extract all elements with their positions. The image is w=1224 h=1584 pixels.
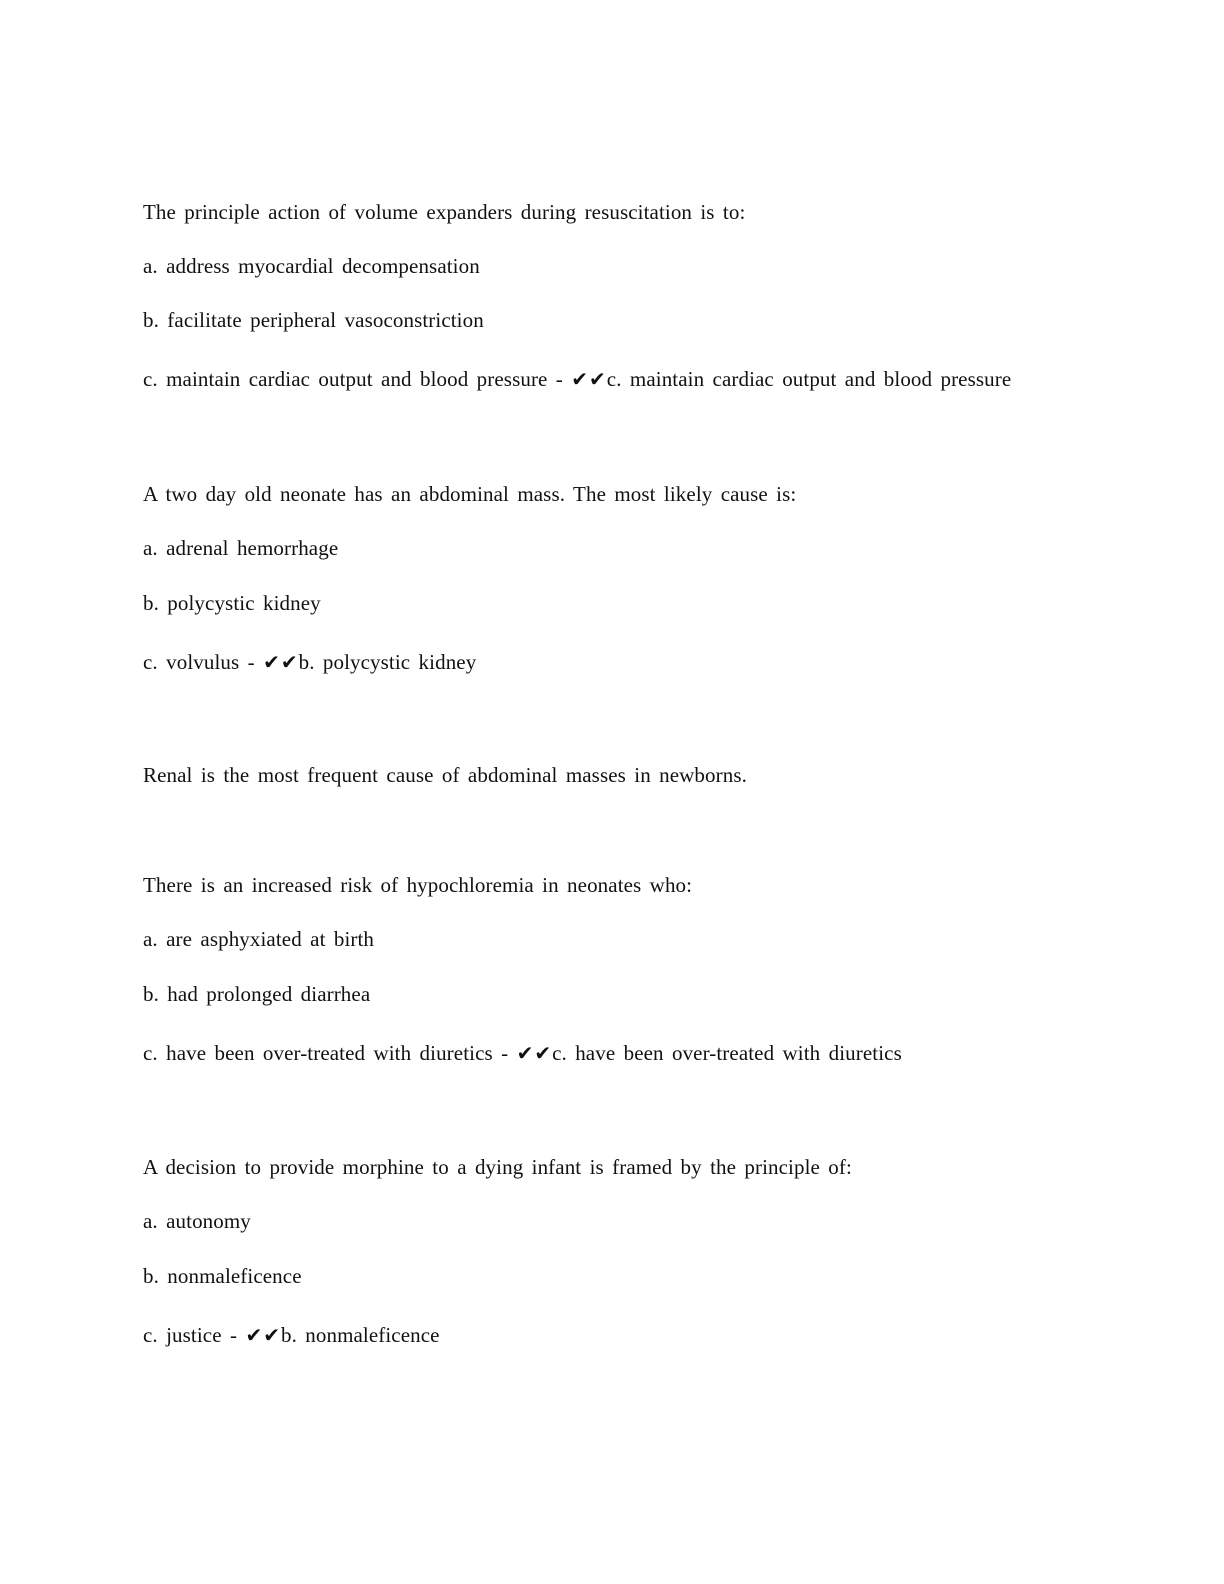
question-1-answer: c. maintain cardiac output and blood pressure [606,367,1012,391]
question-2-answer: b. polycystic kidney [298,650,477,674]
question-4-option-c-answer [143,1323,440,1347]
question-4-option-b: b. nonmaleficence [143,1264,302,1288]
check-icon: ✔✔ [571,367,607,391]
question-2-option-b: b. polycystic kidney [143,591,321,615]
question-4-option-a: a. autonomy [143,1209,251,1233]
question-2-option-c-answer [143,650,476,674]
check-icon: ✔✔ [516,1041,553,1065]
question-2-option-a: a. adrenal hemorrhage [143,536,339,560]
question-3-option-c-answer [143,1041,902,1065]
question-3-answer: c. have been over-treated with diuretics [552,1041,902,1065]
question-1-option-a: a. address myocardial decompensation [143,254,480,278]
question-4-stem: A decision to provide morphine to a dying infant is framed by the principle of: [143,1155,852,1179]
question-4-option-c: c. justice - [143,1323,238,1347]
question-2-option-c: c. volvulus - [143,650,255,674]
question-4-answer: b. nonmaleficence [280,1323,440,1347]
check-icon: ✔✔ [263,650,299,674]
question-1-option-c-answer [143,367,1011,391]
question-1-stem: The principle action of volume expanders during resuscitation is to: [143,200,746,224]
question-1-option-c: c. maintain cardiac output and blood pressure - [143,367,563,391]
question-3-option-c: c. have been over-treated with diuretics - [143,1041,509,1065]
question-1-option-b: b. facilitate peripheral vasoconstriction [143,308,484,332]
question-3-option-a: a. are asphyxiated at birth [143,927,375,951]
question-2-rationale: Renal is the most frequent cause of abdominal masses in newborns. [143,763,747,787]
check-icon: ✔✔ [245,1323,281,1347]
question-3-option-b: b. had prolonged diarrhea [143,982,371,1006]
question-3-stem: There is an increased risk of hypochloremia in neonates who: [143,873,693,897]
question-2-stem: A two day old neonate has an abdominal mass. The most likely cause is: [143,482,797,506]
